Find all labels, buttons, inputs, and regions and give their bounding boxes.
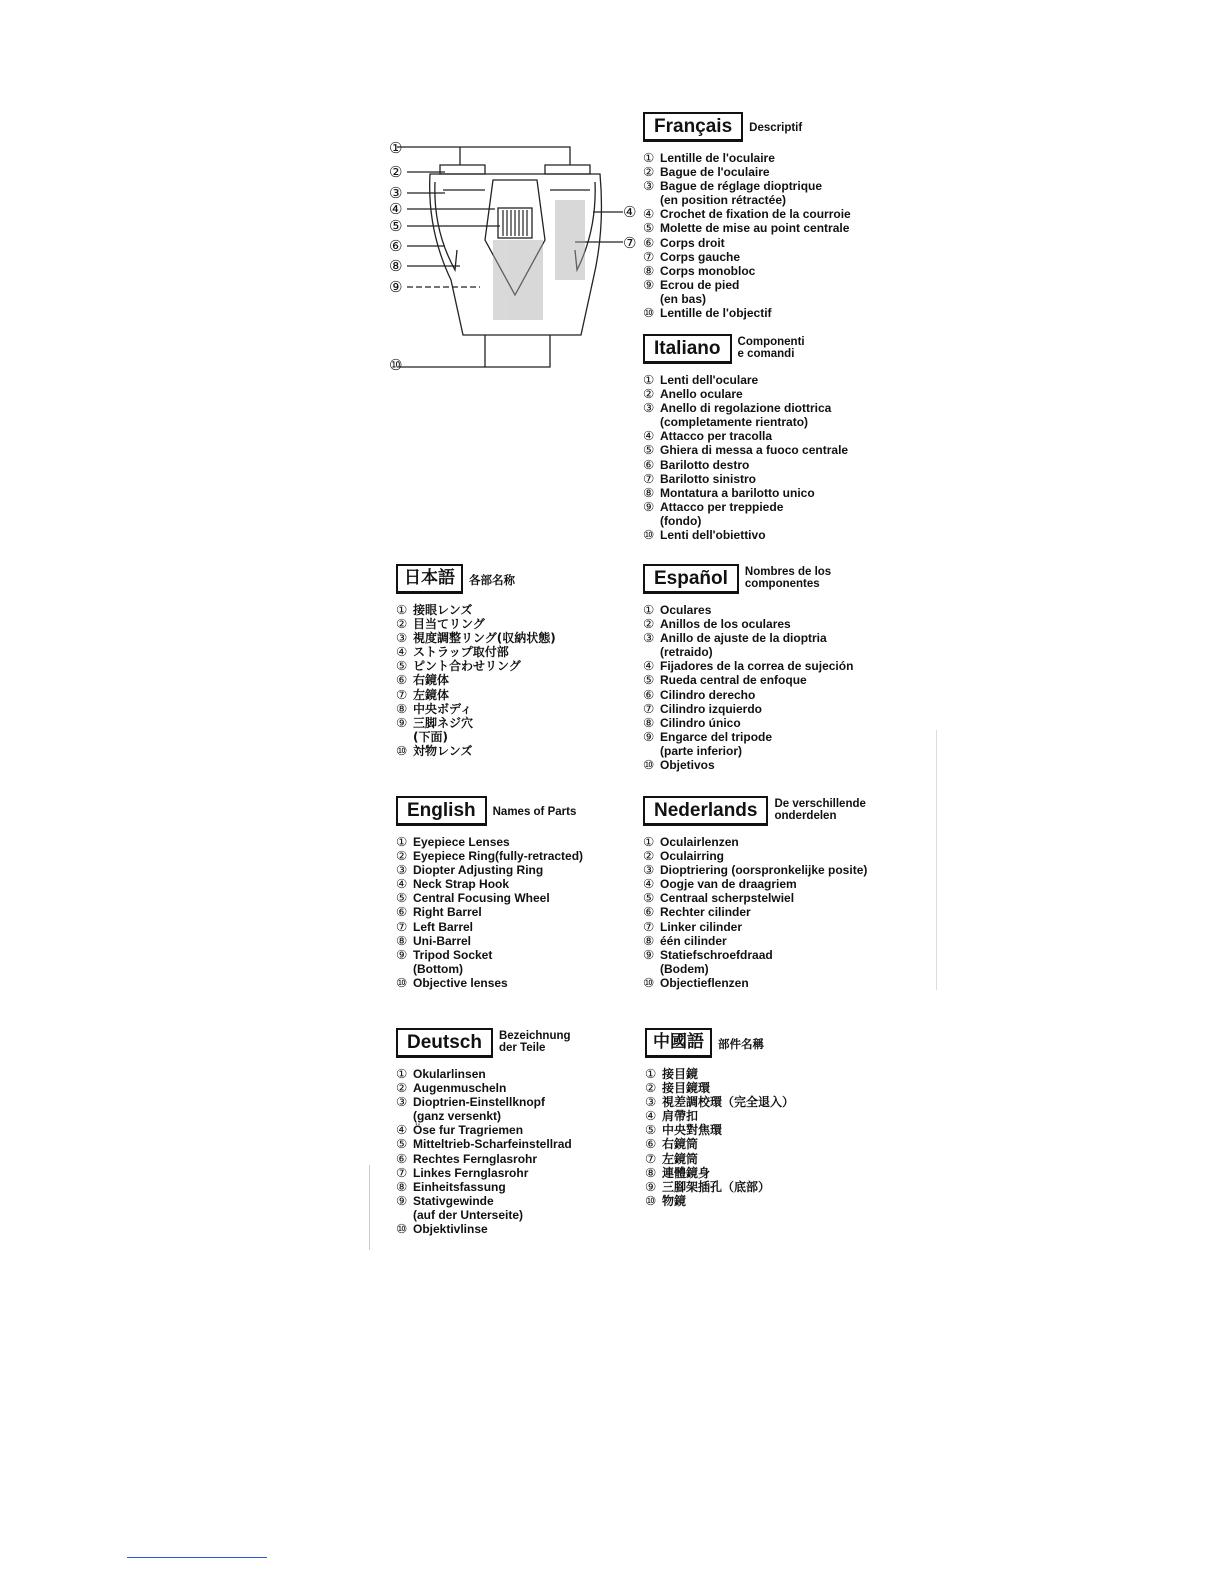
item-number: ⑦	[396, 1164, 408, 1180]
item-label: Ghiera di messa a fuoco centrale	[660, 443, 849, 458]
section-description: Descriptif	[749, 122, 803, 134]
item-label: 連體鏡身	[662, 1165, 711, 1180]
list-item	[645, 1137, 794, 1151]
section-description: Names of Parts	[492, 806, 577, 818]
section-header	[396, 564, 556, 594]
item-number: ⑥	[645, 1136, 657, 1152]
list-item	[643, 905, 867, 919]
item-label: 右鏡筒	[662, 1137, 699, 1152]
item-number: ⑦	[643, 248, 655, 264]
item-number: ⑧	[645, 1164, 657, 1180]
item-number: ①	[396, 1066, 408, 1081]
list-item	[643, 373, 848, 387]
item-number: ②	[396, 616, 408, 632]
callout-7-right: ⑦	[623, 234, 637, 252]
item-label: 三脚ネジ穴 (下面)	[413, 715, 474, 744]
parts-list	[645, 1067, 794, 1208]
scan-speck-line	[369, 1165, 370, 1250]
item-number: ⑤	[645, 1122, 657, 1138]
list-item	[643, 236, 851, 250]
item-number: ⑥	[396, 904, 408, 920]
item-number: ⑩	[396, 742, 408, 758]
callout-3: ③	[389, 184, 403, 202]
item-label: Corps monobloc	[660, 263, 756, 278]
item-number: ⑨	[645, 1178, 657, 1194]
item-label: ピント合わせリング	[413, 659, 521, 674]
item-number: ③	[396, 862, 408, 878]
section-deutsch	[396, 1028, 572, 1236]
item-label: Diopter Adjusting Ring	[413, 863, 544, 878]
item-label: Molette de mise au point centrale	[660, 221, 850, 236]
item-number: ②	[643, 164, 655, 180]
item-label: Fijadores de la correa de sujeción	[660, 659, 854, 674]
language-title: 日本語	[396, 564, 463, 594]
item-number: ⑦	[643, 700, 655, 716]
item-number: ①	[643, 834, 655, 849]
item-label: 物鏡	[662, 1193, 687, 1208]
list-item	[645, 1081, 794, 1095]
section-header	[645, 1028, 794, 1058]
item-number: ②	[643, 386, 655, 402]
item-label: Stativgewinde (auf der Unterseite)	[413, 1193, 524, 1222]
list-item	[396, 920, 583, 934]
item-number: ③	[643, 630, 655, 646]
parts-list	[643, 835, 867, 990]
item-number: ⑤	[396, 1136, 408, 1152]
callout-6: ⑥	[389, 237, 403, 255]
list-item	[396, 1137, 572, 1151]
item-label: Oogje van de draagriem	[660, 877, 797, 892]
list-item	[396, 1180, 572, 1194]
list-item	[643, 863, 867, 877]
item-label: Anillos de los oculares	[660, 617, 791, 632]
item-label: Centraal scherpstelwiel	[660, 891, 795, 906]
language-title: Español	[643, 564, 739, 594]
section-description: Nombres de los componentes	[744, 566, 832, 590]
section-nederlands	[643, 796, 867, 990]
list-item	[643, 659, 853, 673]
parts-list	[396, 603, 556, 758]
section-chinese	[645, 1028, 794, 1208]
item-label: Lentille de l'oculaire	[660, 151, 775, 165]
section-japanese	[396, 564, 556, 758]
item-number: ⑨	[396, 946, 408, 962]
section-italiano	[643, 334, 848, 542]
list-item	[643, 500, 848, 528]
item-number: ⑦	[396, 918, 408, 934]
list-item	[396, 702, 556, 716]
item-label: Bague de réglage dioptrique (en position rétractée)	[660, 179, 823, 208]
item-label: Objective lenses	[413, 975, 508, 990]
item-number: ⑤	[396, 890, 408, 906]
item-label: 視差調校環（完全退入）	[662, 1095, 795, 1110]
list-item	[643, 207, 851, 221]
list-item	[396, 1194, 572, 1222]
parts-list	[396, 1067, 572, 1236]
item-label: Oculairring	[660, 849, 725, 864]
link-underline	[127, 1557, 267, 1558]
parts-list	[643, 151, 851, 320]
item-label: Dioptriering (oorspronkelijke posite)	[660, 863, 868, 878]
item-label: Cilindro único	[660, 715, 741, 730]
item-number: ④	[643, 206, 655, 222]
list-item	[643, 179, 851, 207]
item-label: één cilinder	[660, 933, 727, 948]
item-label: Statiefschroefdraad (Bodem)	[660, 947, 773, 976]
item-number: ③	[643, 178, 655, 194]
list-item	[396, 617, 556, 631]
section-header	[643, 564, 853, 594]
item-label: 接目鏡	[662, 1067, 699, 1081]
item-number: ⑥	[643, 456, 655, 472]
item-label: 接目鏡環	[662, 1081, 711, 1096]
list-item	[643, 401, 848, 429]
item-label: Lentille de l'objectif	[660, 306, 772, 321]
item-number: ②	[643, 616, 655, 632]
section-english	[396, 796, 583, 990]
section-description: Componenti e comandi	[737, 336, 805, 360]
list-item	[643, 688, 853, 702]
item-number: ⑦	[645, 1150, 657, 1166]
item-label: Objektivlinse	[413, 1222, 488, 1237]
item-label: Eyepiece Ring(fully-retracted)	[413, 849, 584, 864]
parts-list	[643, 603, 853, 772]
list-item	[396, 891, 583, 905]
language-title: Deutsch	[396, 1028, 493, 1058]
list-item	[645, 1180, 794, 1194]
list-item	[396, 673, 556, 687]
section-header	[643, 112, 851, 142]
section-header	[643, 796, 867, 826]
item-number: ②	[396, 848, 408, 864]
section-francais	[643, 112, 851, 320]
section-header	[396, 1028, 572, 1058]
item-number: ⑧	[643, 714, 655, 730]
list-item	[643, 165, 851, 179]
language-title: English	[396, 796, 487, 826]
list-item	[396, 1222, 572, 1236]
item-number: ⑤	[396, 658, 408, 674]
list-item	[396, 976, 583, 990]
list-item	[643, 730, 853, 758]
callout-4: ④	[389, 200, 403, 218]
item-number: ④	[396, 1122, 408, 1138]
list-item	[645, 1067, 794, 1081]
item-number: ③	[396, 1094, 408, 1110]
list-item	[396, 688, 556, 702]
list-item	[643, 948, 867, 976]
item-label: 対物レンズ	[413, 743, 473, 758]
item-number: ④	[643, 658, 655, 674]
item-label: Anillo de ajuste de la dioptria (retraido)	[660, 631, 827, 660]
item-number: ②	[643, 848, 655, 864]
item-label: Barilotto destro	[660, 457, 750, 472]
item-number: ⑦	[396, 686, 408, 702]
item-label: Corps gauche	[660, 249, 741, 264]
list-item	[643, 250, 851, 264]
item-label: Corps droit	[660, 235, 725, 250]
item-number: ④	[396, 644, 408, 660]
item-number: ①	[643, 602, 655, 617]
callout-5: ⑤	[389, 217, 403, 235]
item-label: Objetivos	[660, 758, 715, 773]
list-item	[396, 631, 556, 645]
item-label: 目当てリング	[413, 617, 485, 632]
item-label: Ecrou de pied (en bas)	[660, 277, 740, 306]
list-item	[643, 702, 853, 716]
parts-list	[396, 835, 583, 990]
list-item	[643, 976, 867, 990]
list-item	[643, 617, 853, 631]
item-number: ⑧	[396, 700, 408, 716]
language-title: 中國語	[645, 1028, 712, 1058]
section-description: 各部名称	[469, 573, 515, 587]
item-number: ⑨	[643, 498, 655, 514]
item-number: ⑨	[396, 1192, 408, 1208]
item-number: ⑥	[643, 234, 655, 250]
callout-1: ①	[389, 139, 403, 157]
list-item	[396, 877, 583, 891]
item-number: ⑧	[643, 262, 655, 278]
item-number: ⑤	[643, 672, 655, 688]
item-label: 接眼レンズ	[413, 603, 473, 617]
list-item	[643, 443, 848, 457]
list-item	[396, 934, 583, 948]
callout-10: ⑩	[389, 356, 403, 374]
item-label: Central Focusing Wheel	[413, 891, 550, 906]
list-item	[396, 1067, 572, 1081]
section-header	[643, 334, 848, 364]
item-number: ⑤	[643, 220, 655, 236]
item-label: Left Barrel	[413, 919, 474, 934]
item-number: ⑦	[643, 918, 655, 934]
callout-2: ②	[389, 163, 403, 181]
list-item	[643, 673, 853, 687]
item-number: ③	[643, 862, 655, 878]
section-espanol	[643, 564, 853, 772]
scan-speck-line	[936, 730, 937, 990]
list-item	[643, 472, 848, 486]
item-label: Attacco per treppiede (fondo)	[660, 499, 784, 528]
list-item	[643, 920, 867, 934]
list-item	[643, 486, 848, 500]
item-number: ①	[643, 372, 655, 387]
binocular-illustration	[385, 130, 645, 375]
item-label: 視度調整リング(収納状態)	[413, 631, 556, 646]
item-number: ⑤	[643, 890, 655, 906]
list-item	[643, 835, 867, 849]
item-label: Einheitsfassung	[413, 1179, 506, 1194]
item-label: 三腳架插孔（底部）	[662, 1179, 771, 1194]
item-label: 右鏡体	[413, 673, 450, 688]
language-title: Italiano	[643, 334, 732, 364]
item-number: ⑨	[643, 276, 655, 292]
list-item	[645, 1152, 794, 1166]
list-item	[643, 758, 853, 772]
list-item	[643, 278, 851, 306]
list-item	[645, 1194, 794, 1208]
item-number: ⑩	[396, 974, 408, 990]
item-label: Anello di regolazione diottrica (completamente rientrato)	[660, 401, 832, 430]
item-label: Neck Strap Hook	[413, 877, 510, 892]
item-number: ⑩	[643, 757, 655, 773]
section-description: De verschillende onderdelen	[774, 798, 866, 822]
item-label: Linker cilinder	[660, 919, 743, 934]
list-item	[643, 306, 851, 320]
item-label: 中央對焦環	[662, 1123, 723, 1138]
item-label: 肩帶扣	[662, 1109, 699, 1124]
item-number: ⑩	[643, 974, 655, 990]
item-label: Oculares	[660, 603, 712, 617]
item-number: ①	[396, 602, 408, 617]
list-item	[643, 877, 867, 891]
list-item	[645, 1109, 794, 1123]
item-label: 左鏡体	[413, 687, 450, 702]
item-number: ⑩	[396, 1221, 408, 1237]
item-label: Rechtes Fernglasrohr	[413, 1151, 538, 1166]
item-label: Linkes Fernglasrohr	[413, 1165, 529, 1180]
item-number: ⑩	[645, 1192, 657, 1208]
item-number: ⑥	[643, 904, 655, 920]
callout-9: ⑨	[389, 278, 403, 296]
item-number: ⑧	[396, 932, 408, 948]
list-item	[643, 934, 867, 948]
language-title: Français	[643, 112, 743, 142]
item-number: ⑩	[643, 305, 655, 321]
list-item	[643, 221, 851, 235]
parts-list	[643, 373, 848, 542]
list-item	[396, 744, 556, 758]
list-item	[643, 151, 851, 165]
item-number: ④	[396, 876, 408, 892]
item-number: ④	[643, 428, 655, 444]
item-label: Crochet de fixation de la courroie	[660, 207, 851, 222]
item-label: Bague de l'oculaire	[660, 165, 770, 180]
item-label: Augenmuscheln	[413, 1081, 507, 1096]
item-label: Montatura a barilotto unico	[660, 485, 815, 500]
list-item	[396, 835, 583, 849]
list-item	[396, 948, 583, 976]
list-item	[396, 1123, 572, 1137]
list-item	[645, 1166, 794, 1180]
list-item	[643, 849, 867, 863]
item-label: Lenti dell'obiettivo	[660, 528, 766, 543]
item-number: ③	[396, 630, 408, 646]
section-description: 部件名稱	[718, 1037, 764, 1051]
item-number: ①	[396, 834, 408, 849]
list-item	[396, 863, 583, 877]
item-number: ⑧	[643, 484, 655, 500]
list-item	[396, 1152, 572, 1166]
list-item	[396, 603, 556, 617]
list-item	[396, 1166, 572, 1180]
item-label: Oculairlenzen	[660, 835, 739, 849]
list-item	[396, 1095, 572, 1123]
item-label: Cilindro izquierdo	[660, 701, 762, 716]
language-title: Nederlands	[643, 796, 768, 826]
item-label: Barilotto sinistro	[660, 471, 757, 486]
section-description: Bezeichnung der Teile	[498, 1030, 571, 1054]
item-number: ②	[396, 1080, 408, 1096]
list-item	[643, 429, 848, 443]
item-label: 左鏡筒	[662, 1151, 699, 1166]
callout-4-right: ④	[623, 203, 637, 221]
item-label: Eyepiece Lenses	[413, 835, 510, 849]
item-number: ①	[643, 150, 655, 165]
list-item	[396, 645, 556, 659]
item-label: Uni-Barrel	[413, 933, 472, 948]
list-item	[396, 905, 583, 919]
list-item	[396, 1081, 572, 1095]
item-number: ⑨	[643, 728, 655, 744]
item-label: 中央ボディ	[413, 701, 473, 716]
item-label: Objectieflenzen	[660, 975, 749, 990]
list-item	[643, 603, 853, 617]
list-item	[396, 659, 556, 673]
list-item	[396, 716, 556, 744]
item-number: ⑤	[643, 442, 655, 458]
item-label: Cilindro derecho	[660, 687, 756, 702]
item-number: ①	[645, 1066, 657, 1081]
item-label: Lenti dell'oculare	[660, 373, 759, 387]
item-label: Rueda central de enfoque	[660, 673, 807, 688]
item-number: ④	[643, 876, 655, 892]
list-item	[643, 891, 867, 905]
item-number: ⑩	[643, 527, 655, 543]
item-number: ②	[645, 1080, 657, 1096]
item-number: ⑧	[396, 1178, 408, 1194]
callout-8: ⑧	[389, 257, 403, 275]
item-number: ③	[645, 1094, 657, 1110]
item-label: Dioptrien-Einstellknopf (ganz versenkt)	[413, 1095, 545, 1124]
item-number: ⑥	[643, 686, 655, 702]
item-label: Mitteltrieb-Scharfeinstellrad	[413, 1137, 572, 1152]
item-number: ③	[643, 400, 655, 416]
list-item	[645, 1123, 794, 1137]
section-header	[396, 796, 583, 826]
item-number: ⑦	[643, 470, 655, 486]
item-label: Öse fur Tragriemen	[413, 1123, 524, 1138]
item-number: ④	[645, 1108, 657, 1124]
item-label: Right Barrel	[413, 905, 482, 920]
item-label: Rechter cilinder	[660, 905, 751, 920]
item-number: ⑨	[643, 946, 655, 962]
item-number: ⑨	[396, 714, 408, 730]
list-item	[643, 631, 853, 659]
list-item	[643, 458, 848, 472]
item-label: Okularlinsen	[413, 1067, 486, 1081]
item-label: Attacco per tracolla	[660, 429, 773, 444]
item-label: ストラップ取付部	[413, 645, 509, 660]
item-label: Anello oculare	[660, 387, 743, 402]
list-item	[396, 849, 583, 863]
list-item	[643, 716, 853, 730]
item-label: Engarce del tripode (parte inferior)	[660, 729, 773, 758]
item-number: ⑥	[396, 672, 408, 688]
item-label: Tripod Socket (Bottom)	[413, 947, 493, 976]
binocular-diagram	[385, 130, 645, 375]
list-item	[643, 528, 848, 542]
item-number: ⑥	[396, 1150, 408, 1166]
list-item	[645, 1095, 794, 1109]
list-item	[643, 387, 848, 401]
item-number: ⑧	[643, 932, 655, 948]
list-item	[643, 264, 851, 278]
